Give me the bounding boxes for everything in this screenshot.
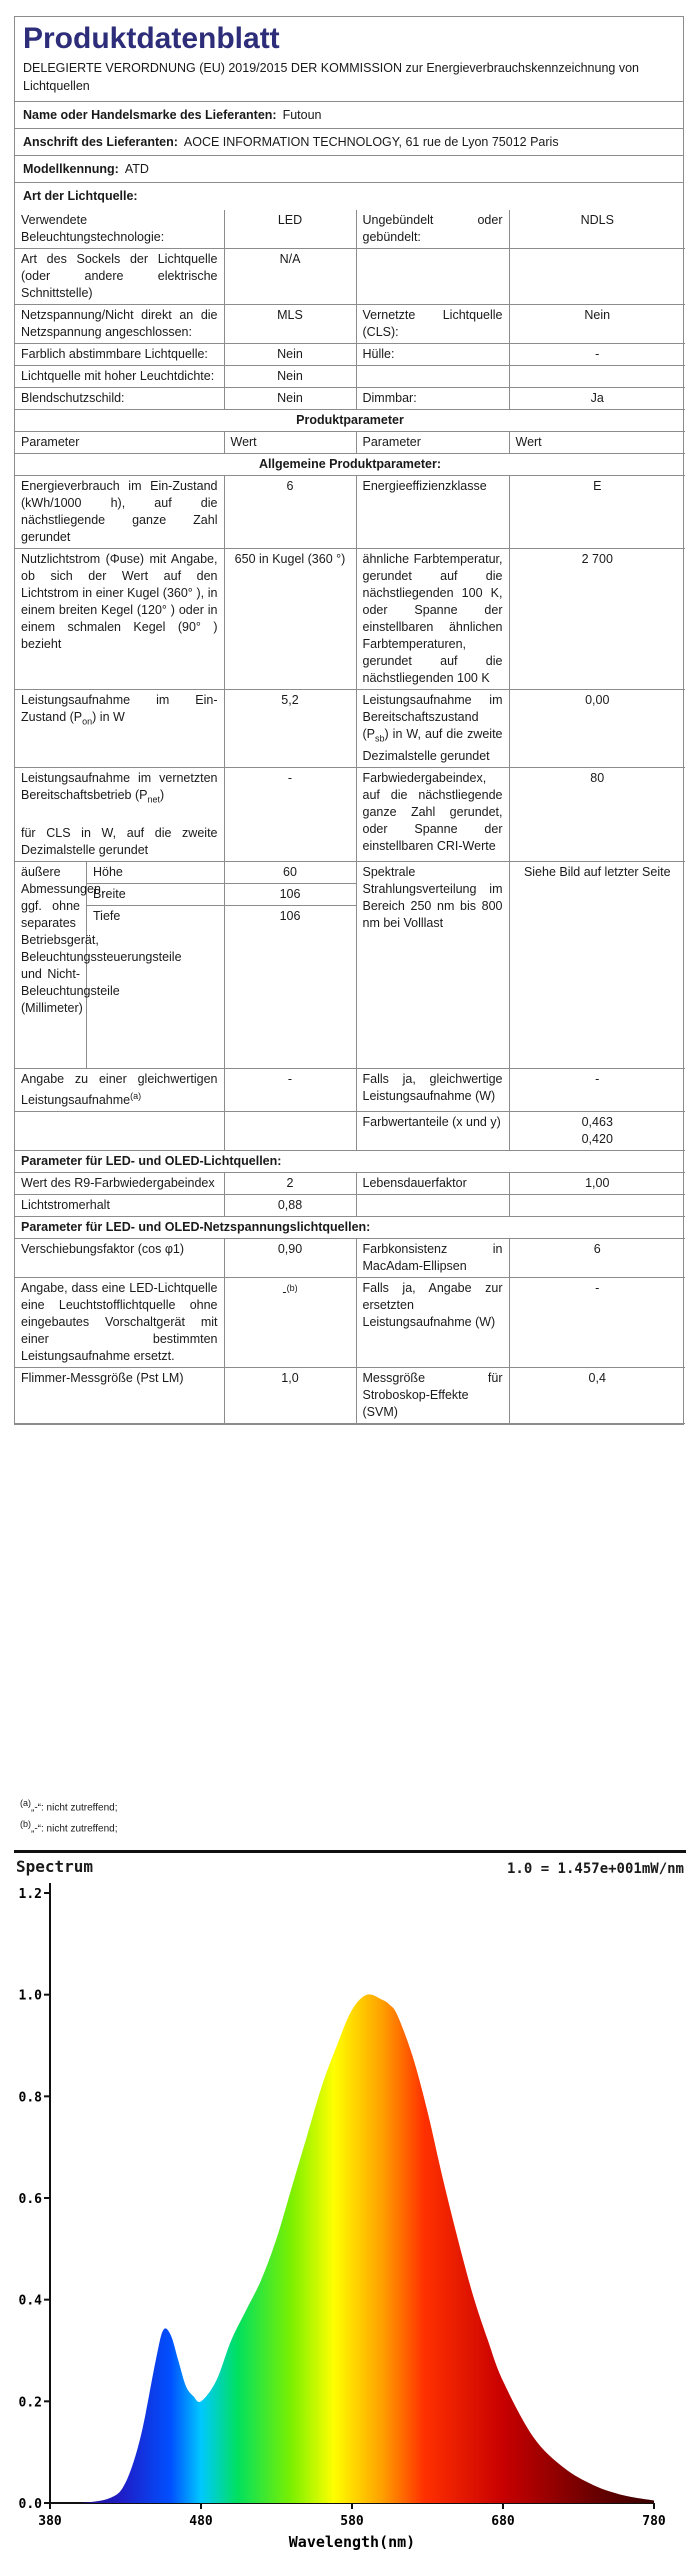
param-text: Angabe zu einer gleichwertigen Leistungsaufnahme <box>21 1072 218 1108</box>
supplier-address-row <box>15 129 683 156</box>
param-cell: Nutzlichtstrom (Φuse) mit Angabe, ob sich der Wert auf den Lichtstrom in einer Kugel (360° ), in einem breiten Kegel (120° ) oder in einem schmalen Kegel (90° ) bezieht <box>15 549 224 690</box>
page-title: Produktdatenblatt <box>23 22 280 55</box>
value-cell: LED <box>224 210 356 249</box>
y-tick-label: 1.0 <box>18 1988 42 2004</box>
value-cell: Nein <box>224 344 356 366</box>
param-cell: Farblich abstimmbare Lichtquelle: <box>15 344 224 366</box>
value-cell: Nein <box>509 305 685 344</box>
param-cell: Verwendete Beleuchtungstechnologie: <box>15 210 224 249</box>
depth-label: Tiefe <box>93 909 121 923</box>
y-tick-label: 1.2 <box>18 1887 42 1902</box>
value-cell: 0,88 <box>224 1195 356 1217</box>
supplier-address-label: Anschrift des Lieferanten: <box>23 135 178 149</box>
value-cell: 0,00 <box>509 690 685 768</box>
model-label: Modellkennung: <box>23 162 119 176</box>
supplier-name-label: Name oder Handelsmarke des Lieferanten: <box>23 108 277 122</box>
param-text: ) in W <box>92 710 125 724</box>
subscript: net <box>147 794 160 804</box>
table-row <box>15 1278 685 1368</box>
param-cell: Spektrale Strahlungsverteilung im Bereich 250 nm bis 800 nm bei Volllast <box>356 862 509 1069</box>
column-header-parameter: Parameter <box>15 432 224 454</box>
depth-value: 106 <box>279 909 301 923</box>
param-cell: Lebensdauerfaktor <box>356 1173 509 1195</box>
model-row <box>15 156 683 183</box>
width-value: 106 <box>225 884 356 906</box>
value-cell: 650 in Kugel (360 °) <box>224 549 356 690</box>
param-cell: Energieverbrauch im Ein-Zustand (kWh/1000 h), auf die nächstliegende ganze Zahl gerundet <box>15 476 224 549</box>
table-row <box>15 862 685 1069</box>
table-row <box>15 1217 685 1239</box>
footnote-b <box>20 1816 118 1837</box>
value-cell: 1,00 <box>509 1173 685 1195</box>
parameter-table <box>15 210 685 1424</box>
product-data-sheet <box>14 16 684 1425</box>
supplier-name-value: Futoun <box>282 108 322 122</box>
x-tick-label: 580 <box>340 2514 364 2529</box>
param-text: Leistungsaufnahme im Bereitschaftszustand (P <box>362 693 503 741</box>
value-cell: - <box>509 344 685 366</box>
value-cell <box>509 366 685 388</box>
header <box>15 17 683 102</box>
footnote-mark: (b) <box>286 1283 298 1294</box>
chart-scale-note: 1.0 = 1.457e+001mW/nm <box>506 1861 684 1877</box>
table-row <box>15 1195 685 1217</box>
y-tick-label: 0.4 <box>18 2293 42 2309</box>
footnote-mark: (b) <box>20 1819 31 1830</box>
param-cell: Flimmer-Messgröße (Pst LM) <box>15 1368 224 1424</box>
table-row <box>15 388 685 410</box>
param-cell: Vernetzte Lichtquelle (CLS): <box>356 305 509 344</box>
value-cell: 0,4 <box>509 1368 685 1424</box>
param-cell: ähnliche Farbtemperatur, gerundet auf die nächstliegenden 100 K, oder Spanne der einstellbaren ähnlichen Farbtemperaturen, gerundet auf die nächstliegenden 100 K <box>356 549 509 690</box>
chromaticity-y: 0,420 <box>581 1132 613 1147</box>
chromaticity-x: 0,463 <box>581 1115 613 1130</box>
footnote-mark: (a) <box>130 1091 142 1101</box>
subscript: sb <box>375 733 385 744</box>
param-cell <box>356 249 509 305</box>
param-cell: Falls ja, gleichwertige Leistungsaufnahme (W) <box>356 1069 509 1112</box>
value-cell: - <box>224 767 356 862</box>
param-text: Leistungsaufnahme im vernetzten Bereitschaftsbetrieb (P <box>21 770 218 802</box>
param-cell: Lichtstromerhalt <box>15 1195 224 1217</box>
param-cell: Angabe, dass eine LED-Lichtquelle eine Leuchtstofflichtquelle ohne eingebautes Vorschaltgerät mit einer bestimmten Leistungsaufnahme ersetzt. <box>15 1278 224 1368</box>
table-row <box>15 1112 685 1151</box>
lightsource-heading: Art der Lichtquelle: <box>23 189 138 203</box>
height-label: Höhe <box>87 862 224 884</box>
table-row <box>15 767 685 862</box>
param-cell <box>15 767 224 862</box>
footnote-mark: (a) <box>20 1798 31 1808</box>
param-text: ) <box>159 787 165 802</box>
value-cell <box>509 1112 685 1151</box>
value-cell: - <box>509 1278 685 1368</box>
table-header-row <box>15 432 685 454</box>
param-cell: Verschiebungsfaktor (cos φ1) <box>15 1239 224 1278</box>
param-cell: Farbwiedergabeindex, auf die nächstliegende ganze Zahl gerundet, oder Spanne der einstellbaren CRI-Werte <box>356 767 509 862</box>
table-row <box>15 210 685 249</box>
dimensions-cell <box>15 862 224 1069</box>
table-row <box>15 1173 685 1195</box>
value-cell: Ja <box>509 388 685 410</box>
value-cell: MLS <box>224 305 356 344</box>
table-row <box>15 549 685 690</box>
value-cell: N/A <box>224 249 356 305</box>
param-cell <box>356 366 509 388</box>
param-cell: Wert des R9-Farbwiedergabeindex <box>15 1173 224 1195</box>
table-row <box>15 690 685 768</box>
param-cell: Energieeffizienzklasse <box>356 476 509 549</box>
param-cell: Art des Sockels der Lichtquelle (oder andere elektrische Schnittstelle) <box>15 249 224 305</box>
table-row <box>15 1368 685 1424</box>
value-cell: - <box>509 1069 685 1112</box>
value-cell: 5,2 <box>224 690 356 768</box>
value-cell: 0,90 <box>224 1239 356 1278</box>
param-text: Leistungsaufnahme im Ein-Zustand (P <box>21 693 218 724</box>
table-row <box>15 344 685 366</box>
lightsource-heading-row <box>15 183 683 210</box>
y-tick-label: 0.2 <box>18 2395 42 2411</box>
param-cell: Dimmbar: <box>356 388 509 410</box>
footnote-text: „-“: nicht zutreffend; <box>31 1802 118 1814</box>
column-header-parameter: Parameter <box>356 432 509 454</box>
x-tick-label: 480 <box>189 2514 213 2529</box>
value-cell: - <box>224 1069 356 1112</box>
column-header-value: Wert <box>509 432 685 454</box>
y-tick-label: 0.0 <box>18 2497 42 2512</box>
value-cell: Nein <box>224 366 356 388</box>
empty-cell <box>509 1195 685 1217</box>
table-row <box>15 366 685 388</box>
regulation-subtitle: DELEGIERTE VERORDNUNG (EU) 2019/2015 DER KOMMISSION zur Energieverbrauchskennzeichnung von Lichtquellen <box>23 61 639 93</box>
value-cell: 80 <box>509 767 685 862</box>
value-cell: Nein <box>224 388 356 410</box>
x-tick-label: 780 <box>642 2514 666 2529</box>
height-value: 60 <box>225 862 356 884</box>
param-cell: Farbkonsistenz in MacAdam-Ellipsen <box>356 1239 509 1278</box>
dimension-values <box>224 862 356 1069</box>
chart-title: Spectrum <box>16 1857 94 1876</box>
value-cell: 6 <box>224 476 356 549</box>
value-cell: 1,0 <box>224 1368 356 1424</box>
table-row <box>15 1069 685 1112</box>
footnotes <box>20 1795 118 1838</box>
dimension-labels <box>87 862 224 1068</box>
mains-parameters-heading: Parameter für LED- und OLED-Netzspannungslichtquellen: <box>15 1217 685 1239</box>
footnote-a <box>20 1795 118 1816</box>
y-tick-label: 0.6 <box>18 2192 42 2207</box>
footnote-text: „-“: nicht zutreffend; <box>31 1823 118 1835</box>
table-row <box>15 454 685 476</box>
x-axis-label: Wavelength(nm) <box>288 2533 416 2551</box>
empty-cell <box>224 1112 356 1151</box>
value-cell: E <box>509 476 685 549</box>
param-cell: Falls ja, Angabe zur ersetzten Leistungsaufnahme (W) <box>356 1278 509 1368</box>
param-text: ) in W, auf die zweite Dezimalstelle gerundet <box>362 727 503 763</box>
value-cell: Siehe Bild auf letzter Seite <box>509 862 685 1069</box>
spectrum-chart <box>14 1850 686 2550</box>
table-row <box>15 1239 685 1278</box>
value-text: - <box>282 1285 287 1300</box>
param-cell: Lichtquelle mit hoher Leuchtdichte: <box>15 366 224 388</box>
spectrum-area <box>50 1994 654 2503</box>
y-tick-label: 0.8 <box>18 2090 42 2106</box>
param-cell <box>356 690 509 768</box>
supplier-name-row <box>15 102 683 129</box>
table-row <box>15 249 685 305</box>
general-parameters-heading: Allgemeine Produktparameter: <box>15 454 685 476</box>
table-row <box>15 1151 685 1173</box>
value-cell: 2 <box>224 1173 356 1195</box>
dimensions-label: äußere Abmessungen, ggf. ohne separates Betriebsgerät, Beleuchtungssteuerungsteile und Nicht-Beleuchtungsteile (Millimeter) <box>15 862 87 1068</box>
param-cell: Hülle: <box>356 344 509 366</box>
product-parameters-heading: Produktparameter <box>15 410 685 432</box>
empty-cell <box>356 1195 509 1217</box>
supplier-address-value: AOCE INFORMATION TECHNOLOGY, 61 rue de Lyon 75012 Paris <box>183 135 559 149</box>
param-cell <box>15 1069 224 1112</box>
value-cell <box>509 249 685 305</box>
width-label: Breite <box>87 884 224 906</box>
param-cell: Ungebündelt oder gebündelt: <box>356 210 509 249</box>
spectrum-plot <box>14 1853 686 2553</box>
param-cell: Messgröße für Stroboskop-Effekte (SVM) <box>356 1368 509 1424</box>
led-parameters-heading: Parameter für LED- und OLED-Lichtquellen: <box>15 1151 685 1173</box>
value-cell: 6 <box>509 1239 685 1278</box>
empty-cell <box>15 1112 224 1151</box>
param-cell: Blendschutzschild: <box>15 388 224 410</box>
column-header-value: Wert <box>224 432 356 454</box>
param-cell: Netzspannung/Nicht direkt an die Netzspannung angeschlossen: <box>15 305 224 344</box>
x-tick-label: 380 <box>38 2514 62 2529</box>
value-cell <box>224 1278 356 1368</box>
param-cell <box>15 690 224 768</box>
x-tick-label: 680 <box>491 2514 515 2529</box>
table-row <box>15 476 685 549</box>
value-cell: 2 700 <box>509 549 685 690</box>
model-value: ATD <box>124 162 149 176</box>
table-row <box>15 305 685 344</box>
param-text: für CLS in W, auf die zweite Dezimalstelle gerundet <box>21 826 218 857</box>
param-cell: Farbwertanteile (x und y) <box>356 1112 509 1151</box>
subscript: on <box>82 716 93 727</box>
value-cell: NDLS <box>509 210 685 249</box>
table-row <box>15 410 685 432</box>
